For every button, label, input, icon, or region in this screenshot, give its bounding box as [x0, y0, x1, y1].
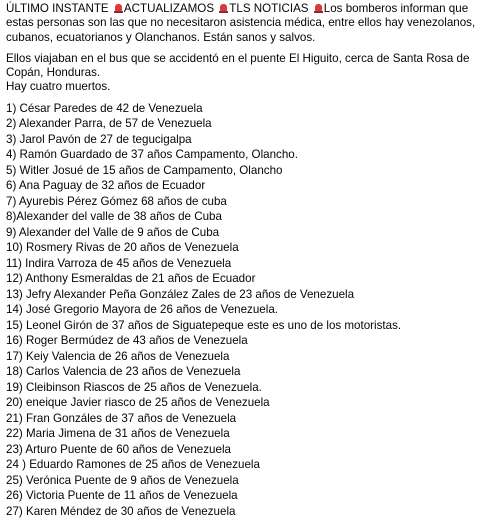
list-item: 5) Witler Josué de 15 años de Campamento, Olancho — [6, 163, 283, 177]
list-item: 18) Carlos Valencia de 23 años de Venezuela — [6, 365, 241, 379]
list-item: 13) Jefry Alexander Peña González Zales de 23 años de Venezuela — [6, 287, 355, 301]
list-item: 21) Fran Gonzáles de 37 años de Venezuela — [6, 411, 237, 425]
list-item: 8)Alexander del valle de 38 años de Cuba — [6, 210, 222, 224]
list-item: 11) Indira Varroza de 45 años de Venezuela — [6, 256, 232, 270]
list-item: 15) Leonel Girón de 37 años de Siguatepeque este es uno de los motoristas. — [6, 318, 402, 332]
details-line-1: Ellos viajaban en el bus que se accidentó en el puente El Higuito, cerca de Santa Rosa de Copán, Honduras. — [6, 51, 470, 80]
list-item: 3) Jarol Pavón de 27 de tegucigalpa — [6, 132, 192, 146]
details-paragraph — [6, 52, 491, 95]
intro-paragraph — [6, 2, 491, 45]
police-siren-icon — [115, 4, 122, 13]
intro-body: Los bomberos informan que estas personas son las que no necesitaron asistencia médica, entre ellos hay venezolanos, cubanos, ecuatorianos y Olanchanos. Están sanos y salvos. — [6, 2, 476, 44]
list-item: 20) eneique Javier riasco de 25 años de Venezuela — [6, 396, 270, 410]
intro-update-label: ACTUALIZAMOS — [123, 2, 215, 15]
intro-source-label: TLS NOTICIAS — [229, 2, 309, 15]
list-item: 27) Karen Méndez de 30 años de Venezuela — [6, 504, 236, 518]
list-item: 1) César Paredes de 42 de Venezuela — [6, 101, 203, 115]
list-item: 19) Cleibinson Riascos de 25 años de Venezuela. — [6, 380, 262, 394]
list-item: 16) Roger Bermúdez de 43 años de Venezuela — [6, 334, 248, 348]
list-item: 6) Ana Paguay de 32 años de Ecuador — [6, 179, 206, 193]
list-item: 24 ) Eduardo Ramones de 25 años de Venezuela — [6, 458, 260, 472]
list-item: 4) Ramón Guardado de 37 años Campamento, Olancho. — [6, 148, 298, 162]
list-item: 7) Ayurebis Pérez Gómez 68 años de cuba — [6, 194, 227, 208]
details-line-2: Hay cuatro muertos. — [6, 80, 111, 94]
list-item: 9) Alexander del Valle de 9 años de Cuba — [6, 225, 220, 239]
list-item: 12) Anthony Esmeraldas de 21 años de Ecuador — [6, 272, 256, 286]
list-item: 23) Arturo Puente de 60 años de Venezuela — [6, 442, 231, 456]
list-item: 26) Victoria Puente de 11 años de Venezuela — [6, 489, 238, 503]
police-siren-icon — [315, 4, 322, 13]
list-item: 17) Keiy Valencia de 26 años de Venezuela — [6, 349, 230, 363]
list-item: 10) Rosmery Rivas de 20 años de Venezuela — [6, 241, 239, 255]
list-item: 22) Maria Jimena de 31 años de Venezuela — [6, 427, 230, 441]
intro-headline: ÚLTIMO INSTANTE — [6, 2, 109, 15]
victims-list — [6, 101, 491, 519]
list-item: 2) Alexander Parra, de 57 de Venezuela — [6, 117, 212, 131]
list-item: 14) José Gregorio Mayora de 26 años de Venezuela. — [6, 303, 278, 317]
police-siren-icon — [220, 4, 227, 13]
list-item: 25) Verónica Puente de 9 años de Venezuela — [6, 473, 239, 487]
